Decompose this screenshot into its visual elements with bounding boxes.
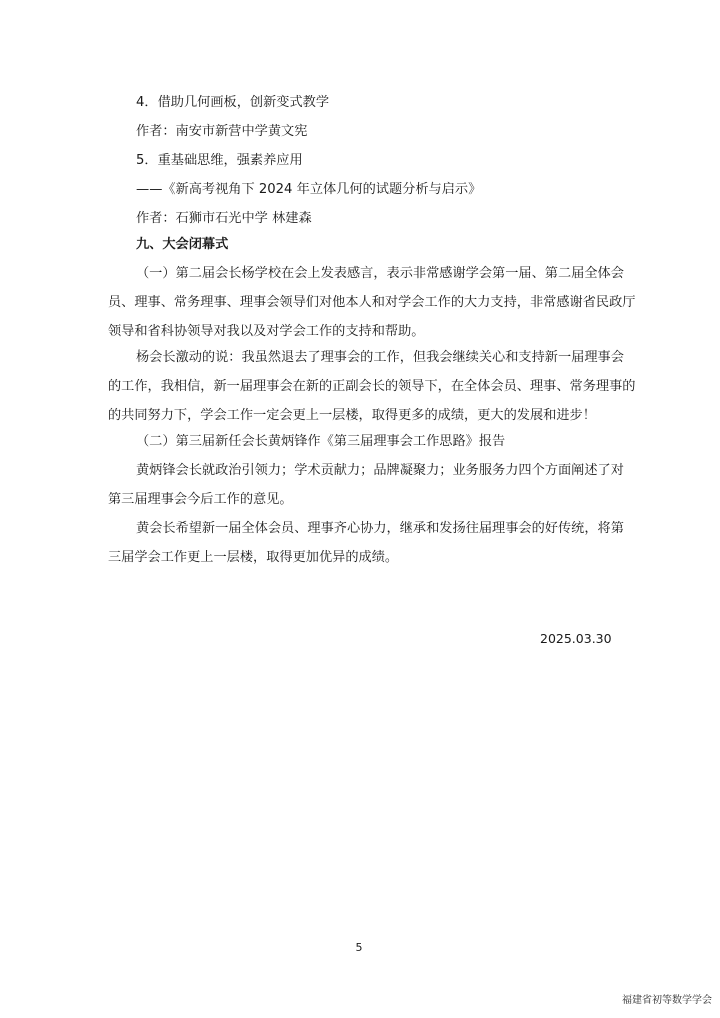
paragraph-1-line-3: 领导和省科协领导对我以及对学会工作的支持和帮助。 xyxy=(108,324,425,339)
item-5-author: 作者：石狮市石光中学 林建森 xyxy=(136,211,312,226)
page-number: 5 xyxy=(355,941,363,954)
document-date: 2025.03.30 xyxy=(540,631,612,646)
item-4-title: 4．借助几何画板，创新变式教学 xyxy=(136,95,330,110)
paragraph-1-line-1: （一）第二届会长杨学校在会上发表感言，表示非常感谢学会第一届、第二届全体会 xyxy=(136,266,624,281)
paragraph-5-line-1: 黄会长希望新一届全体会员、理事齐心协力，继承和发扬往届理事会的好传统，将第 xyxy=(136,521,624,536)
paragraph-3-line-1: （二）第三届新任会长黄炳锋作《第三届理事会工作思路》报告 xyxy=(136,434,506,449)
paragraph-2-line-3: 的共同努力下，学会工作一定会更上一层楼，取得更多的成绩，更大的发展和进步！ xyxy=(108,408,596,423)
paragraph-1-line-2: 员、理事、常务理事、理事会领导们对他本人和对学会工作的大力支持，非常感谢省民政厅 xyxy=(108,295,636,310)
paragraph-4-line-1: 黄炳锋会长就政治引领力；学术贡献力；品牌凝聚力；业务服务力四个方面阐述了对 xyxy=(136,463,624,478)
item-5-title: 5．重基础思维，强素养应用 xyxy=(136,153,303,168)
paragraph-2-line-2: 的工作，我相信，新一届理事会在新的正副会长的领导下，在全体会员、理事、常务理事的 xyxy=(108,379,636,394)
footer-organization: 福建省初等数学学会 xyxy=(622,995,712,1006)
paragraph-4-line-2: 第三届理事会今后工作的意见。 xyxy=(108,492,293,507)
item-5-subtitle: ——《新高考视角下 2024 年立体几何的试题分析与启示》 xyxy=(136,182,482,197)
paragraph-2-line-1: 杨会长激动的说：我虽然退去了理事会的工作，但我会继续关心和支持新一届理事会 xyxy=(136,350,624,365)
item-4-author: 作者：南安市新营中学黄文宪 xyxy=(136,124,308,139)
section-heading-closing: 九、大会闭幕式 xyxy=(136,237,229,252)
paragraph-5-line-2: 三届学会工作更上一层楼，取得更加优异的成绩。 xyxy=(108,550,399,565)
